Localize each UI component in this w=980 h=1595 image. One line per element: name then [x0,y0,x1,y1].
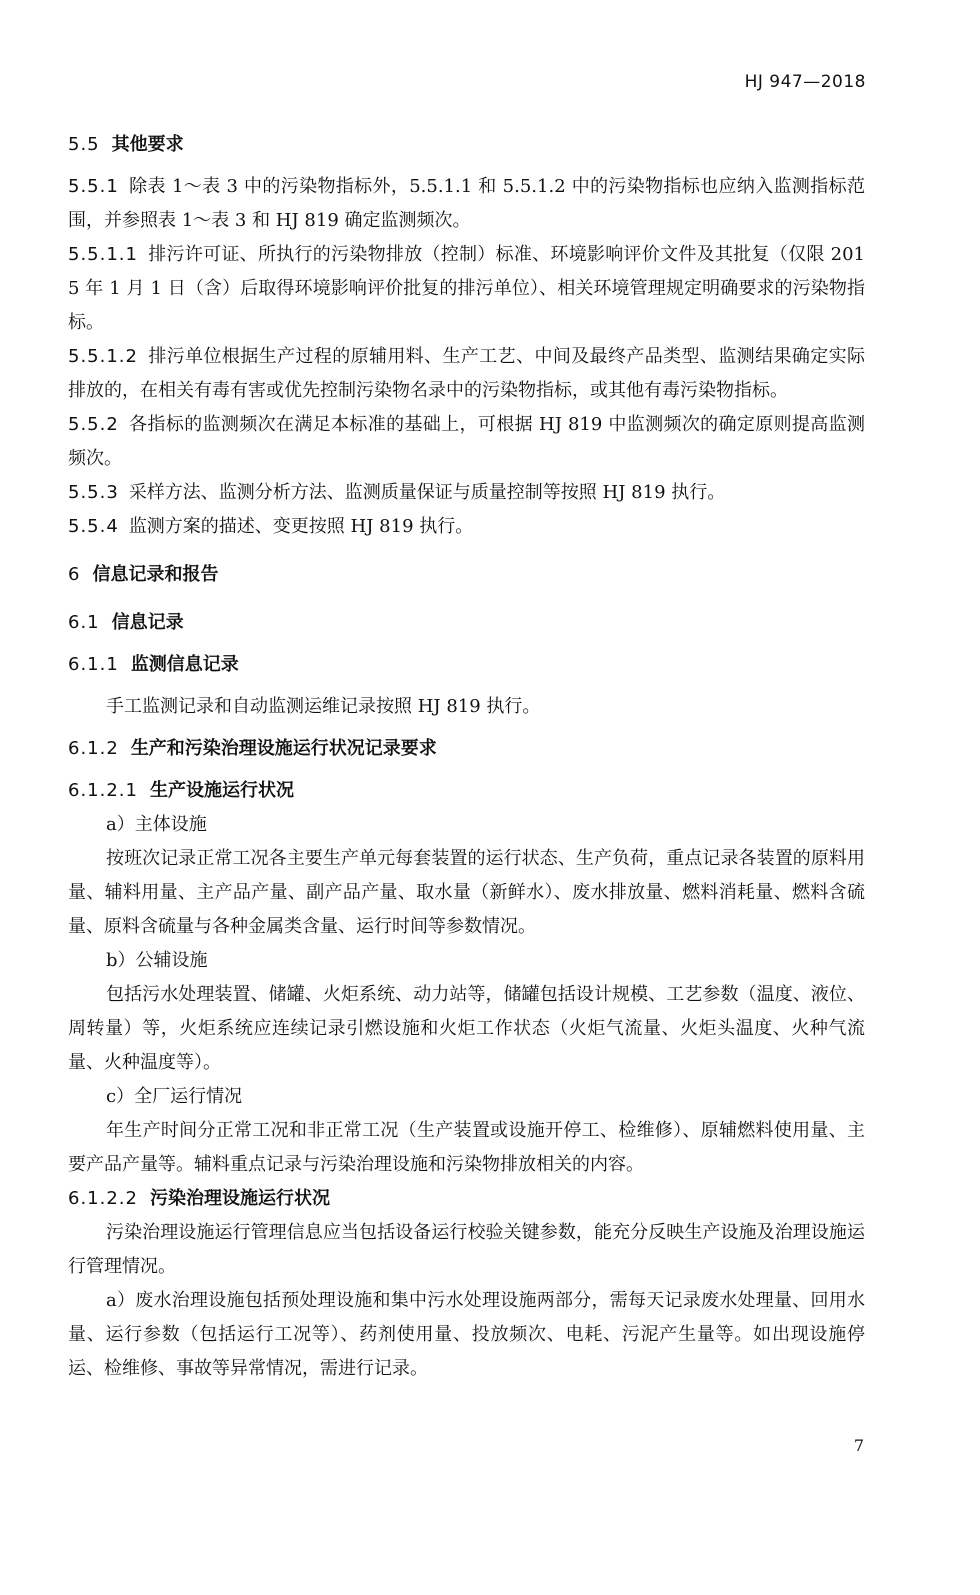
clause-5-5-1 [68,170,865,238]
clause-5-5-1-2 [68,340,865,408]
document-code: HJ 947—2018 [744,72,866,92]
clause-5-5-4 [68,510,865,544]
section-title: 其他要求 [111,134,184,155]
section-number: 6.1.1 [68,654,119,675]
section-title: 生产设施运行状况 [149,780,294,801]
heading-6-1-2 [68,732,865,766]
clause-number: 5.5.2 [68,414,119,435]
section-title: 生产和污染治理设施运行状况记录要求 [130,738,437,759]
clause-6-1-1-text: 手工监测记录和自动监测运维记录按照 HJ 819 执行。 [106,696,541,717]
clause-text: 各指标的监测频次在满足本标准的基础上，可根据 HJ 819 中监测频次的确定原则提高监测频次。 [68,414,865,469]
item-c-text: 年生产时间分正常工况和非正常工况（生产装置或设施开停工、检维修）、原辅燃料使用量、主要产品产量等。辅料重点记录与污染治理设施和污染物排放相关的内容。 [68,1120,865,1175]
item-b-label: b）公辅设施 [106,950,208,971]
heading-6-1-1 [68,648,865,682]
section-title: 污染治理设施运行状况 [149,1188,330,1209]
section-number: 6.1 [68,612,100,633]
item-a-label: a）主体设施 [106,814,207,835]
section-number: 6.1.2.1 [68,780,138,801]
section-title: 信息记录和报告 [92,564,219,585]
clause-text: 除表 1～表 3 中的污染物指标外，5.5.1.1 和 5.5.1.2 中的污染物指标也应纳入监测指标范围，并参照表 1～表 3 和 HJ 819 确定监测频次。 [68,176,865,231]
heading-6-1 [68,606,865,640]
clause-text: 监测方案的描述、变更按照 HJ 819 执行。 [128,516,474,537]
heading-6-1-2-2 [68,1182,865,1216]
section-number: 6.1.2.2 [68,1188,138,1209]
page-number: 7 [853,1436,864,1455]
clause-text: 排污许可证、所执行的污染物排放（控制）标准、环境影响评价文件及其批复（仅限 2015 年 1 月 1 日（含）后取得环境影响评价批复的排污单位）、相关环境管理规定明确要求的污染物指标。 [68,244,865,333]
heading-6-1-2-1 [68,774,865,808]
item-a-text: 按班次记录正常工况各主要生产单元每套装置的运行状态、生产负荷，重点记录各装置的原料用量、辅料用量、主产品产量、副产品产量、取水量（新鲜水）、废水排放量、燃料消耗量、燃料含硫量、原料含硫量与各种金属类含量、运行时间等参数情况。 [68,848,865,937]
clause-6-1-2-2-item-a: a）废水治理设施包括预处理设施和集中污水处理设施两部分，需每天记录废水处理量、回用水量、运行参数（包括运行工况等）、药剂使用量、投放频次、电耗、污泥产生量等。如出现设施停运、检维修、事故等异常情况，需进行记录。 [68,1290,865,1379]
document-body [68,128,865,1386]
clause-text: 排污单位根据生产过程的原辅用料、生产工艺、中间及最终产品类型、监测结果确定实际排放的，在相关有毒有害或优先控制污染物名录中的污染物指标，或其他有毒污染物指标。 [68,346,865,401]
clause-number: 5.5.1 [68,176,119,197]
item-c-label: c）全厂运行情况 [106,1086,243,1107]
clause-number: 5.5.1.1 [68,244,138,265]
heading-6 [68,558,865,592]
heading-5-5 [68,128,865,162]
clause-5-5-3 [68,476,865,510]
clause-5-5-1-1 [68,238,865,340]
section-number: 6 [68,564,81,585]
clause-number: 5.5.3 [68,482,119,503]
clause-5-5-2 [68,408,865,476]
item-b-text: 包括污水处理装置、储罐、火炬系统、动力站等，储罐包括设计规模、工艺参数（温度、液位、周转量）等，火炬系统应连续记录引燃设施和火炬工作状态（火炬气流量、火炬头温度、火种气流量、火种温度等）。 [68,984,865,1073]
section-number: 5.5 [68,134,100,155]
clause-number: 5.5.1.2 [68,346,138,367]
clause-text: 采样方法、监测分析方法、监测质量保证与质量控制等按照 HJ 819 执行。 [128,482,726,503]
clause-number: 5.5.4 [68,516,119,537]
section-title: 监测信息记录 [130,654,239,675]
clause-6-1-2-2-text: 污染治理设施运行管理信息应当包括设备运行校验关键参数，能充分反映生产设施及治理设施运行管理情况。 [68,1222,865,1277]
section-number: 6.1.2 [68,738,119,759]
section-title: 信息记录 [111,612,184,633]
